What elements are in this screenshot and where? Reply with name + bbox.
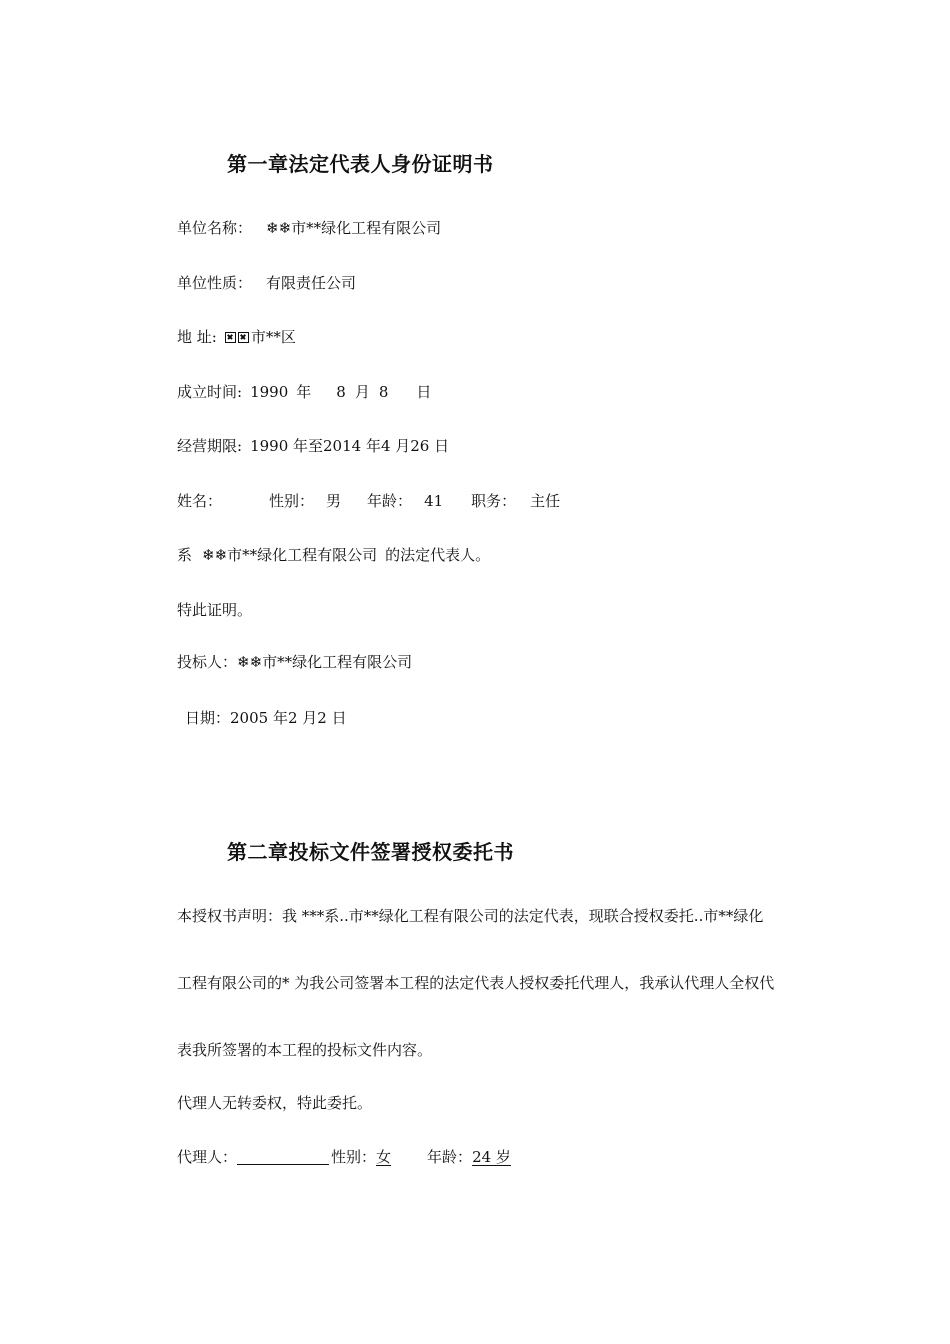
agent-age-label: 年龄： — [427, 1148, 473, 1166]
chapter2-title: 第二章投标文件签署授权委托书 — [227, 840, 514, 864]
person-line — [177, 491, 560, 511]
age-label: 年龄： — [367, 492, 413, 510]
unit-name-label: 单位名称： — [177, 219, 253, 237]
established-month: 8 — [336, 383, 346, 401]
unit-nature-line — [177, 273, 356, 293]
date-line: 日期：2005 年2 月2 日 — [185, 709, 347, 727]
address-line — [177, 327, 296, 347]
statement-line — [177, 545, 490, 565]
age-value: 41 — [424, 492, 444, 510]
no-transfer-line: 代理人无转委权，特此委托。 — [177, 1094, 373, 1112]
unit-name-value: ❄❄市**绿化工程有限公司 — [266, 219, 442, 237]
established-month-unit: 月 — [354, 383, 370, 401]
authorization-paragraph-line-2: 工程有限公司的* 为我公司签署本工程的法定代表人授权委托代理人，我承认代理人全权代 — [177, 974, 775, 992]
established-year-unit: 年 — [296, 383, 312, 401]
agent-gender-value: 女 — [376, 1148, 392, 1166]
term-value: 1990 年至2014 年4 月26 日 — [250, 437, 450, 455]
statement-prefix: 系 — [177, 546, 193, 564]
position-value: 主任 — [530, 492, 561, 510]
term-line — [177, 436, 449, 456]
authorization-paragraph-line-3: 表我所签署的本工程的投标文件内容。 — [177, 1041, 433, 1059]
certify-line: 特此证明。 — [177, 601, 253, 619]
unit-name-line — [177, 218, 441, 238]
name-label: 姓名： — [177, 492, 223, 510]
chapter1-title: 第一章法定代表人身份证明书 — [227, 152, 494, 176]
redacted-box-icon — [238, 332, 249, 343]
established-year: 1990 — [250, 383, 289, 401]
established-label: 成立时间: — [177, 383, 243, 401]
statement-company: ❄❄市**绿化工程有限公司 — [202, 546, 378, 564]
authorization-paragraph-line-1: 本授权书声明：我 ***系..市**绿化工程有限公司的法定代表，现联合授权委托..市**绿化 — [177, 907, 764, 925]
agent-name-blank — [237, 1149, 329, 1165]
established-line — [177, 382, 431, 402]
unit-nature-value: 有限责任公司 — [266, 274, 357, 292]
gender-label: 性别： — [269, 492, 315, 510]
address-value: 市**区 — [250, 328, 296, 346]
agent-age-value: 24 岁 — [472, 1148, 511, 1166]
established-day-unit: 日 — [416, 383, 432, 401]
agent-label: 代理人： — [177, 1148, 238, 1166]
address-label: 地 址: — [177, 328, 217, 346]
statement-suffix: 的法定代表人。 — [385, 546, 491, 564]
term-label: 经营期限: — [177, 437, 243, 455]
unit-nature-label: 单位性质： — [177, 274, 253, 292]
agent-gender-label: 性别： — [331, 1148, 377, 1166]
redacted-box-icon — [225, 332, 236, 343]
established-day: 8 — [378, 383, 389, 401]
agent-line — [177, 1147, 511, 1167]
bidder-line: 投标人：❄❄市**绿化工程有限公司 — [177, 653, 413, 671]
gender-value: 男 — [326, 492, 342, 510]
position-label: 职务： — [471, 492, 517, 510]
